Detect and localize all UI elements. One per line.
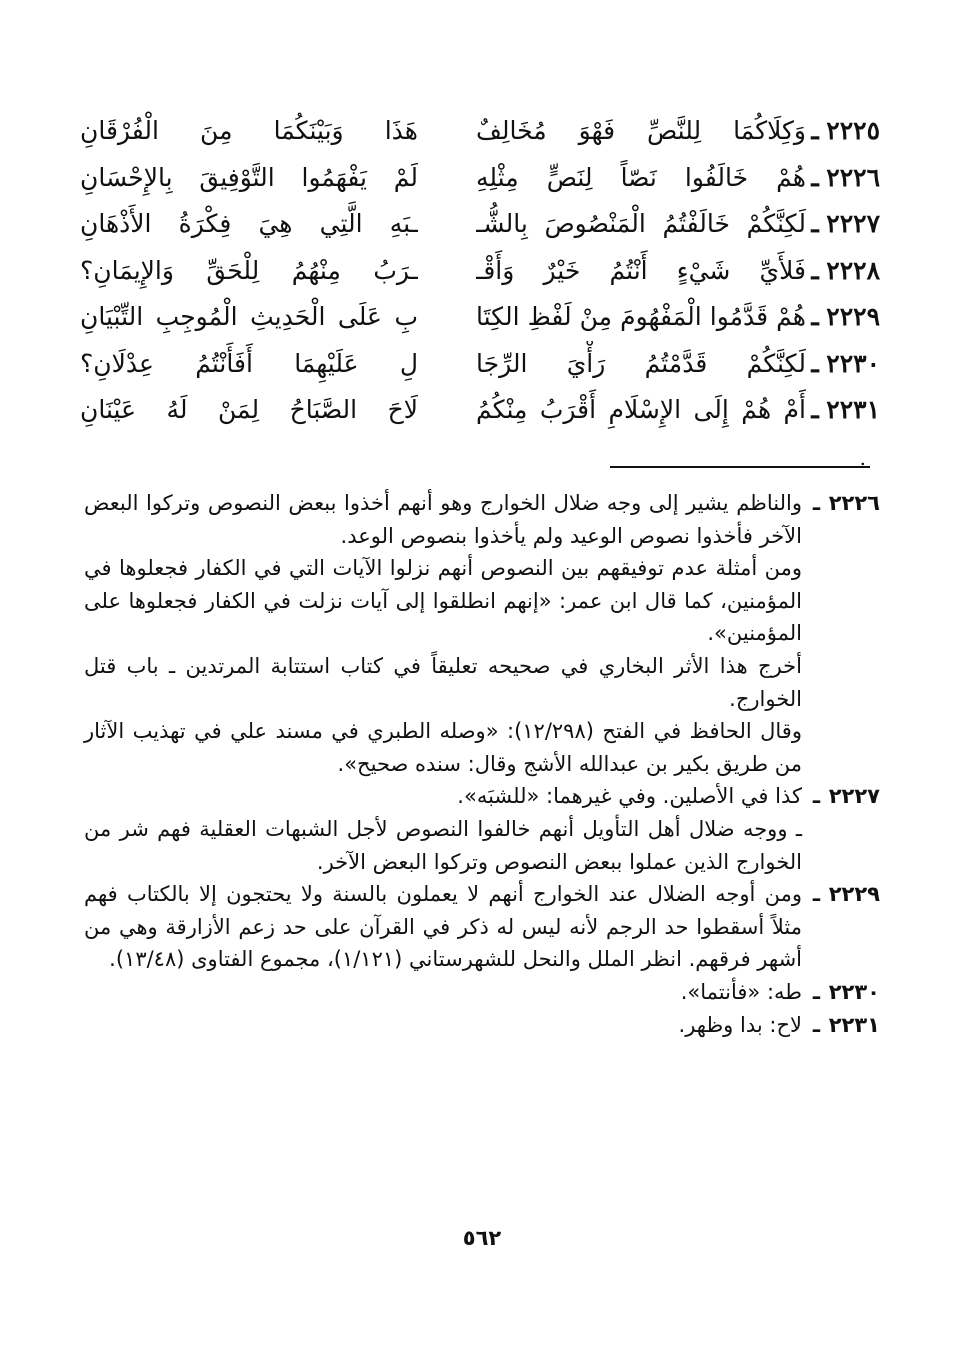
verse-second-hemistich: ـرَبُ مِنْهُمُ لِلْحَقِّ وَالإِيمَانِ؟ [80,255,418,285]
footnote-paragraph: ومن أوجه الضلال عند الخوارج أنهم لا يعملون بالسنة ولا يحتجون إلا بالكتاب فهم مثلاً أسقطوا حد الرجم لأنه ليس له ذكر في القرآن على حد زعم الأزارقة وهي من أشهر فرقهم. انظر الملل والنحل للشهرستاني (١/١٢١)، مجموع الفتاوى (١٣/٤٨). [84,882,802,972]
footnote-body [84,878,802,976]
footnote-body [84,976,802,1009]
verse-dash: ـ [811,348,819,378]
footnote-body [84,1009,802,1042]
verse-number: ٢٢٣١ [826,395,880,424]
footnotes [84,487,880,1041]
page-number: ٥٦٢ [462,1226,502,1250]
separator-dot: . [859,446,866,470]
footnote-paragraph: ومن أمثلة عدم توفيقهم بين النصوص أنهم نزلوا الآيات التي في الكفار فجعلوها في المؤمنين، كما قال ابن عمر: «إنهم انطلقوا إلى آيات نزلت في الكفار فجعلوها على المؤمنين». [84,556,802,646]
footnote-paragraph: لاح: بدا وظهر. [678,1012,802,1037]
footnote-paragraph: طه: «فأنتما». [680,979,802,1004]
verse-line [80,155,880,202]
footnote-number: ٢٢٢٦ [828,491,880,515]
verse-first-hemistich: هُمْ قَدَّمُوا الْمَفْهُومَ مِنْ لَفْظِ الكِتَا [476,302,806,331]
verse-dash: ـ [811,395,819,424]
footnote-paragraph: ـ ووجه ضلال أهل التأويل أنهم خالفوا النصوص لأجل الشبهات العقلية فهم شر من الخوارج الذين عملوا ببعض النصوص وتركوا البعض الآخر. [84,816,802,874]
verse-line [80,248,880,295]
verse-number: ٢٢٢٦ [826,162,880,192]
footnote-body [84,780,802,878]
verse-dash: ـ [811,255,819,285]
verse-dash: ـ [811,162,819,192]
footnote-paragraph: أخرج هذا الأثر البخاري في صحيحه تعليقاً في كتاب استتابة المرتدين ـ باب قتل الخوارج. [84,653,802,711]
footnote-body [84,487,802,780]
footnote-number: ٢٢٣١ [828,1012,880,1037]
footnote-number: ٢٢٢٩ [828,882,880,907]
verse-line [80,201,880,248]
verse-dash: ـ [811,209,819,238]
footnote-paragraph: كذا في الأصلين. وفي غيرهما: «للشبَه». [457,784,802,809]
verse-first-hemistich: لَكِنَّكُمْ قَدَّمْتُمُ رَأْيَ الرِّجَا [476,348,806,378]
poem-verses [80,108,880,434]
footnote [84,878,880,976]
footnote-dash: ـ [812,979,820,1004]
verse-second-hemistich: لِ عَلَيْهِمَا أَفَأَنْتُمُ عِدْلَانِ؟ [80,348,418,378]
footnote [84,976,880,1009]
verse-line [80,294,880,341]
verse-second-hemistich: لَاحَ الصَّبَاحُ لِمَنْ لَهُ عَيْنَانِ [80,395,418,424]
verse-second-hemistich: ـبَهِ الَّتِي هِيَ فِكْرَةُ الأَذْهَانِ [80,209,418,238]
footnote [84,1009,880,1042]
verse-dash: ـ [811,116,819,145]
verse-first-hemistich: فَلأَيِّ شَيْءٍ أَنْتُمُ خَيْرٌ وَأَقْـ [476,255,806,285]
verse-first-hemistich: أَمْ هُمْ إِلَى الإِسْلَامِ أَقْرَبُ مِنْكُمُ [476,395,806,424]
footnote-dash: ـ [812,1012,820,1037]
verse-line [80,387,880,434]
footnote-separator-rule [610,466,870,468]
verse-number: ٢٢٢٥ [826,116,880,145]
verse-second-hemistich: بِ عَلَى الْحَدِيثِ الْمُوجِبِ التِّبْيَانِ [80,302,418,331]
verse-first-hemistich: وَكِلَاكُمَا لِلنَّصِّ فَهْوَ مُخَالِفٌ [476,116,806,145]
verse-number: ٢٢٢٩ [826,302,880,331]
verse-second-hemistich: هَذَا وَبَيْنَكُمَا مِنَ الْفُرْقَانِ [80,116,418,145]
footnote-paragraph: وقال الحافظ في الفتح (١٢/٢٩٨): «وصله الطبري في مسند علي في تهذيب الآثار من طريق بكير بن عبدالله الأشج وقال: سنده صحيح». [84,719,802,776]
verse-number: ٢٢٢٧ [826,209,880,238]
verse-first-hemistich: هُمْ خَالَفُوا نَصّاً لِنَصٍّ مِثْلِهِ [476,162,806,192]
footnote [84,487,880,780]
footnote-paragraph: والناظم يشير إلى وجه ضلال الخوارج وهو أنهم أخذوا ببعض النصوص وتركوا البعض الآخر فأخذوا نصوص الوعيد ولم يأخذوا بنصوص الوعد. [84,491,802,548]
footnote-dash: ـ [812,882,820,907]
verse-number: ٢٢٢٨ [826,255,880,285]
footnote-dash: ـ [812,491,820,515]
footnote [84,780,880,878]
verse-line [80,341,880,388]
verse-second-hemistich: لَمْ يَفْهَمُوا التَّوْفِيقَ بِالإِحْسَانِ [80,162,418,192]
verse-line [80,108,880,155]
footnote-number: ٢٢٣٠ [828,979,880,1004]
footnote-dash: ـ [812,784,820,809]
verse-dash: ـ [811,302,819,331]
verse-first-hemistich: لَكِنَّكُمْ خَالَفْتُمُ الْمَنْصُوصَ بِالشُّـ [476,209,806,238]
verse-number: ٢٢٣٠ [826,348,880,378]
footnote-number: ٢٢٢٧ [828,784,880,809]
